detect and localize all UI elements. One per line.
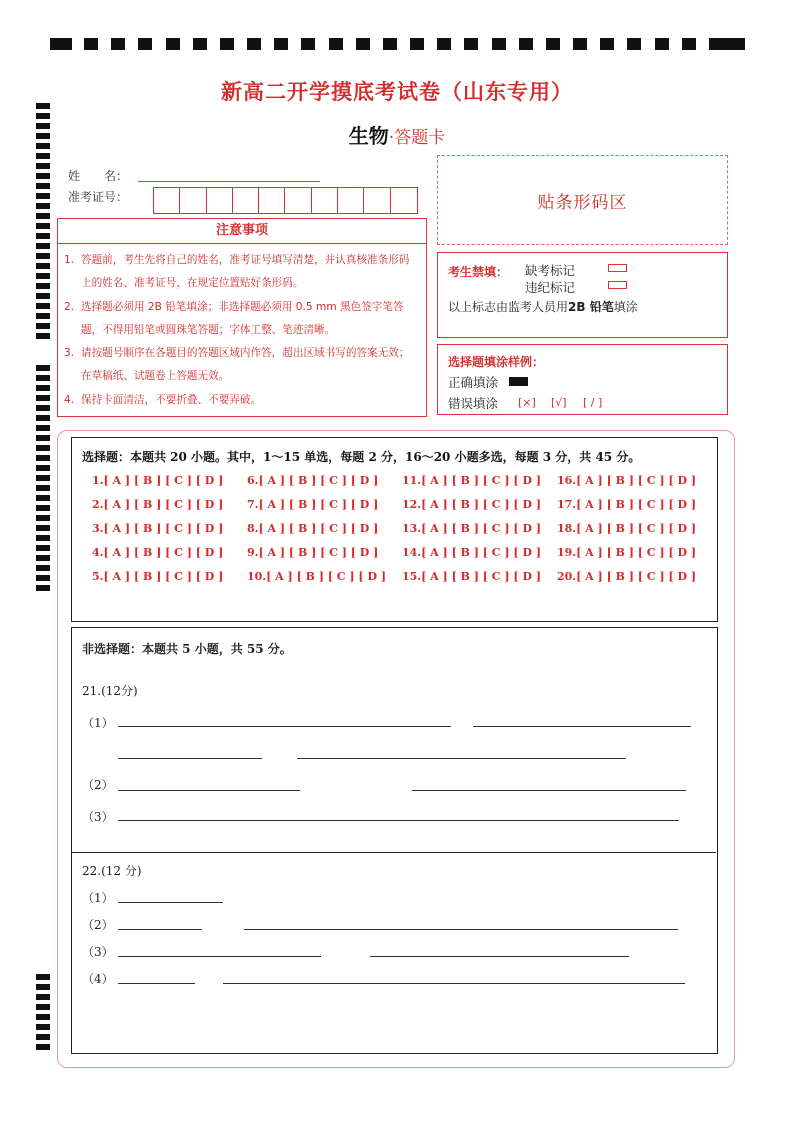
exam-id-digit-box[interactable]: [180, 188, 206, 213]
question-number: 9.: [247, 546, 259, 559]
question-number: 20.: [557, 570, 577, 583]
question-number: 4.: [92, 546, 104, 559]
timing-mark: [36, 1044, 50, 1050]
timing-mark: [36, 415, 50, 421]
timing-mark: [492, 38, 506, 50]
answer-options[interactable]: [ A ] [ B ] [ C ] [ D ]: [421, 474, 542, 487]
timing-mark: [220, 38, 234, 50]
timing-mark: [410, 38, 424, 50]
timing-mark: [36, 303, 50, 309]
fill-sample-panel: [437, 344, 728, 415]
question-number: 18.: [557, 522, 577, 535]
choice-question-row[interactable]: [247, 498, 386, 522]
absent-mark-label: 缺考标记: [525, 263, 576, 278]
timing-mark: [546, 38, 560, 50]
timing-mark: [36, 183, 50, 189]
answer-line[interactable]: [223, 983, 685, 984]
subject-name: 生物: [348, 124, 389, 148]
notice-item: 4. 保持卡面清洁，不要折叠、不要弄破。: [64, 393, 262, 406]
answer-options[interactable]: [ A ] [ B ] [ C ] [ D ]: [258, 474, 379, 487]
wrong-fill-cross: [×]: [518, 396, 536, 409]
choice-question-row[interactable]: [402, 498, 541, 522]
timing-mark: [36, 984, 50, 990]
timing-mark: [36, 163, 50, 169]
answer-line[interactable]: [118, 902, 223, 903]
sample-title: 选择题填涂样例：: [448, 355, 545, 369]
wrong-fill-check: [√]: [551, 396, 567, 409]
choice-question-row[interactable]: [92, 498, 223, 522]
timing-mark: [36, 193, 50, 199]
question-number: 5.: [92, 570, 104, 583]
timing-mark: [464, 38, 478, 50]
timing-mark: [36, 495, 50, 501]
violation-mark-box[interactable]: [608, 281, 627, 289]
nonchoice-section: [71, 627, 718, 1054]
timing-mark: [36, 585, 50, 591]
choice-question-row[interactable]: [247, 546, 386, 570]
timing-mark: [36, 535, 50, 541]
timing-mark: [36, 505, 50, 511]
choice-question-row[interactable]: [92, 570, 223, 594]
timing-mark: [84, 38, 98, 50]
timing-mark: [138, 38, 152, 50]
answer-line[interactable]: [118, 929, 202, 930]
answer-line[interactable]: [118, 983, 195, 984]
timing-mark: [247, 38, 261, 50]
timing-mark: [709, 38, 723, 50]
timing-mark: [166, 38, 180, 50]
timing-mark: [36, 253, 50, 259]
question-number: 7.: [247, 498, 259, 511]
choice-question-row[interactable]: [402, 546, 541, 570]
choice-column: [92, 474, 223, 594]
page-title: 新高二开学摸底考试卷（山东专用）: [221, 80, 573, 104]
q22-part-4: （4）: [82, 972, 114, 986]
exam-id-digit-box[interactable]: [233, 188, 259, 213]
answer-options[interactable]: [ A ] [ B ] [ C ] [ D ]: [421, 498, 542, 511]
wrong-fill-slash: [ / ]: [583, 396, 603, 409]
answer-options[interactable]: [ A ] [ B ] [ C ] [ D ]: [421, 522, 542, 535]
notice-item: 3. 请按题号顺序在各题目的答题区域内作答，超出区域书写的答案无效；在草稿纸、试题卷上答题无效。: [64, 347, 410, 383]
choice-question-row[interactable]: [92, 522, 223, 546]
timing-mark: [36, 1024, 50, 1030]
q21-part-3: （3）: [82, 810, 114, 824]
answer-line[interactable]: [118, 726, 451, 727]
timing-mark: [36, 545, 50, 551]
question-number: 15.: [402, 570, 422, 583]
correct-fill-example: [509, 377, 528, 386]
choice-heading: 选择题：本题共 20 小题。其中，1～15 单选，每题 2 分，16～20 小题多选，每题 3 分，共 45 分。: [82, 450, 641, 464]
question-number: 8.: [247, 522, 259, 535]
choice-question-row[interactable]: [557, 570, 696, 594]
timing-mark: [682, 38, 696, 50]
choice-column: [557, 474, 696, 594]
answer-options[interactable]: [ A ] [ B ] [ C ] [ D ]: [421, 546, 542, 559]
question-number: 11.: [402, 474, 422, 487]
choice-question-row[interactable]: [557, 474, 696, 498]
q21-part-2: （2）: [82, 778, 114, 792]
answer-options[interactable]: [ A ] [ B ] [ C ] [ D ]: [266, 570, 387, 583]
exam-id-digit-box[interactable]: [338, 188, 364, 213]
q22-title: 22.(12 分): [82, 864, 142, 878]
section-divider: [72, 852, 716, 853]
timing-mark: [655, 38, 669, 50]
timing-mark: [36, 435, 50, 441]
timing-mark: [356, 38, 370, 50]
timing-mark: [36, 113, 50, 119]
choice-question-row[interactable]: [402, 570, 541, 594]
choice-question-row[interactable]: [557, 522, 696, 546]
timing-mark: [36, 465, 50, 471]
q21-part-1: （1）: [82, 716, 114, 730]
left-timing-marks-3: [36, 974, 50, 1054]
timing-mark: [36, 293, 50, 299]
answer-options[interactable]: [ A ] [ B ] [ C ] [ D ]: [258, 498, 379, 511]
absent-mark-box[interactable]: [608, 264, 627, 272]
examinee-forbidden-panel: [437, 252, 728, 338]
timing-mark: [36, 203, 50, 209]
timing-mark: [36, 575, 50, 581]
timing-mark: [36, 153, 50, 159]
q21-title: 21.(12分): [82, 684, 138, 698]
timing-mark: [437, 38, 451, 50]
timing-mark: [36, 1004, 50, 1010]
answer-line[interactable]: [473, 726, 691, 727]
choice-question-row[interactable]: [402, 474, 541, 498]
answer-line[interactable]: [118, 758, 262, 759]
notice-panel: [57, 218, 427, 417]
question-number: 2.: [92, 498, 104, 511]
timing-mark: [193, 38, 207, 50]
q22-part-3: （3）: [82, 945, 114, 959]
question-number: 10.: [247, 570, 267, 583]
timing-mark: [50, 38, 72, 50]
timing-mark: [36, 273, 50, 279]
notice-item: 1. 答题前，考生先将自己的姓名，准考证号填写清楚，并认真核准条形码上的姓名、准考证号，在规定位置贴好条形码。: [64, 254, 410, 290]
timing-mark: [36, 323, 50, 329]
timing-mark: [36, 263, 50, 269]
barcode-area: 贴条形码区: [437, 155, 728, 245]
timing-mark: [36, 405, 50, 411]
answer-options[interactable]: [ A ] [ B ] [ C ] [ D ]: [103, 498, 224, 511]
answer-line[interactable]: [244, 929, 678, 930]
timing-mark: [36, 233, 50, 239]
timing-mark: [36, 213, 50, 219]
choice-question-row[interactable]: [247, 474, 386, 498]
choice-question-row[interactable]: [557, 546, 696, 570]
timing-mark: [36, 455, 50, 461]
timing-mark: [36, 313, 50, 319]
choice-section: [71, 437, 718, 622]
timing-mark: [36, 515, 50, 521]
timing-mark: [36, 1034, 50, 1040]
q22-part-2: （2）: [82, 918, 114, 932]
timing-mark: [329, 38, 343, 50]
choice-column: [402, 474, 541, 594]
timing-mark: [36, 243, 50, 249]
answer-options[interactable]: [ A ] [ B ] [ C ] [ D ]: [576, 522, 697, 535]
choice-question-row[interactable]: [92, 474, 223, 498]
answer-options[interactable]: [ A ] [ B ] [ C ] [ D ]: [576, 546, 697, 559]
exam-id-digit-box[interactable]: [312, 188, 338, 213]
question-number: 6.: [247, 474, 259, 487]
forbid-title: 考生禁填：: [448, 265, 509, 279]
question-number: 17.: [557, 498, 577, 511]
timing-mark: [36, 525, 50, 531]
answer-line[interactable]: [118, 956, 321, 957]
timing-mark: [111, 38, 125, 50]
forbid-note: 以上标志由监考人员用2B 铅笔填涂: [448, 300, 638, 314]
answer-line[interactable]: [118, 790, 300, 791]
answer-options[interactable]: [ A ] [ B ] [ C ] [ D ]: [576, 570, 697, 583]
wrong-fill-label: 错误填涂: [448, 396, 499, 411]
timing-mark: [383, 38, 397, 50]
timing-mark: [36, 485, 50, 491]
timing-mark: [36, 1014, 50, 1020]
exam-id-digit-box[interactable]: [285, 188, 311, 213]
answer-options[interactable]: [ A ] [ B ] [ C ] [ D ]: [103, 474, 224, 487]
notice-heading: 注意事项: [58, 219, 426, 244]
timing-mark: [519, 38, 533, 50]
exam-id-digit-box[interactable]: [207, 188, 233, 213]
answer-options[interactable]: [ A ] [ B ] [ C ] [ D ]: [576, 474, 697, 487]
notice-item: 2. 选择题必须用 2B 铅笔填涂；非选择题必须用 0.5 mm 黑色签字笔答题，不得用铅笔或圆珠笔答题；字体工整、笔迹清晰。: [64, 300, 404, 336]
timing-mark: [36, 375, 50, 381]
timing-mark: [36, 994, 50, 1000]
answer-line[interactable]: [370, 956, 629, 957]
exam-id-digit-box[interactable]: [154, 188, 180, 213]
timing-mark: [723, 38, 745, 50]
answer-sheet-label: ·答题卡: [388, 128, 446, 148]
timing-mark: [36, 425, 50, 431]
question-number: 14.: [402, 546, 422, 559]
question-number: 13.: [402, 522, 422, 535]
timing-mark: [36, 385, 50, 391]
timing-mark: [573, 38, 587, 50]
timing-mark: [36, 365, 50, 371]
question-number: 1.: [92, 474, 104, 487]
choice-question-row[interactable]: [247, 570, 386, 594]
answer-options[interactable]: [ A ] [ B ] [ C ] [ D ]: [258, 522, 379, 535]
answer-options[interactable]: [ A ] [ B ] [ C ] [ D ]: [103, 522, 224, 535]
violation-mark-label: 违纪标记: [525, 280, 576, 295]
question-number: 16.: [557, 474, 577, 487]
question-number: 12.: [402, 498, 422, 511]
timing-mark: [36, 565, 50, 571]
timing-mark: [301, 38, 315, 50]
choice-question-row[interactable]: [92, 546, 223, 570]
answer-line[interactable]: [412, 790, 686, 791]
exam-id-digit-box[interactable]: [391, 188, 417, 213]
timing-mark: [36, 445, 50, 451]
left-timing-marks-2: [36, 365, 50, 600]
exam-id-digit-box[interactable]: [259, 188, 285, 213]
correct-fill-label: 正确填涂: [448, 375, 499, 390]
timing-mark: [36, 173, 50, 179]
timing-mark: [36, 395, 50, 401]
name-label: 姓 名：: [68, 169, 129, 183]
exam-id-digit-box[interactable]: [364, 188, 390, 213]
exam-id-label: 准考证号：: [68, 190, 129, 204]
answer-options[interactable]: [ A ] [ B ] [ C ] [ D ]: [258, 546, 379, 559]
timing-mark: [627, 38, 641, 50]
name-field[interactable]: [138, 181, 320, 182]
choice-question-row[interactable]: [402, 522, 541, 546]
timing-mark: [36, 333, 50, 339]
choice-question-row[interactable]: [557, 498, 696, 522]
answer-line[interactable]: [118, 820, 679, 821]
answer-options[interactable]: [ A ] [ B ] [ C ] [ D ]: [103, 546, 224, 559]
choice-question-row[interactable]: [247, 522, 386, 546]
answer-options[interactable]: [ A ] [ B ] [ C ] [ D ]: [421, 570, 542, 583]
answer-options[interactable]: [ A ] [ B ] [ C ] [ D ]: [103, 570, 224, 583]
timing-mark: [600, 38, 614, 50]
answer-options[interactable]: [ A ] [ B ] [ C ] [ D ]: [576, 498, 697, 511]
q22-part-1: （1）: [82, 891, 114, 905]
top-timing-marks: [50, 38, 745, 50]
timing-mark: [274, 38, 288, 50]
answer-line[interactable]: [297, 758, 626, 759]
timing-mark: [36, 283, 50, 289]
question-number: 19.: [557, 546, 577, 559]
exam-id-boxes[interactable]: [153, 187, 418, 214]
timing-mark: [36, 475, 50, 481]
question-number: 3.: [92, 522, 104, 535]
timing-mark: [36, 974, 50, 980]
subject-title: [0, 120, 794, 149]
timing-mark: [36, 555, 50, 561]
nonchoice-heading: 非选择题：本题共 5 小题，共 55 分。: [82, 642, 292, 656]
choice-column: [247, 474, 386, 594]
timing-mark: [36, 223, 50, 229]
